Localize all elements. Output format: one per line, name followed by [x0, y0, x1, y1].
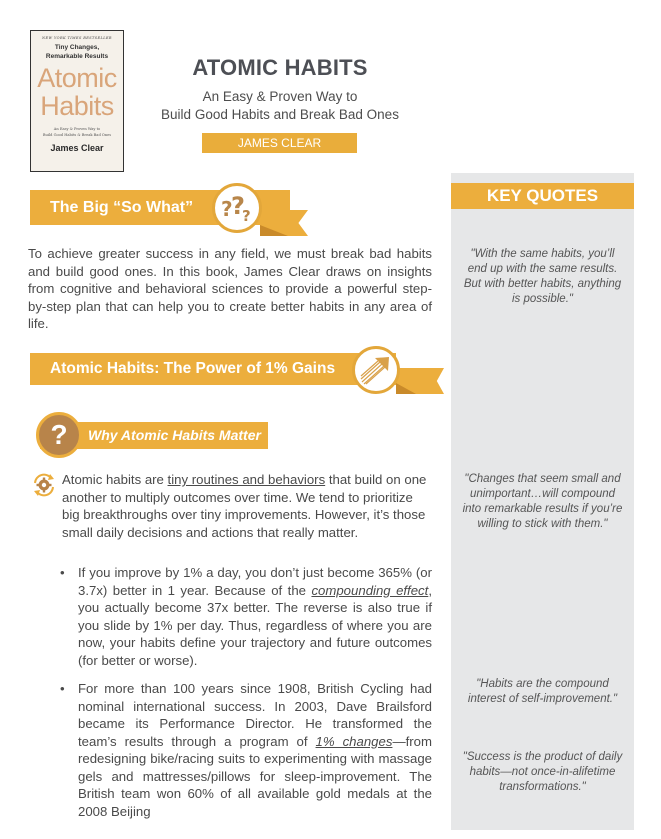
section-title: The Big “So What”: [50, 199, 194, 216]
section-title: Atomic Habits: The Power of 1% Gains: [50, 360, 336, 377]
bullet-dot: •: [60, 681, 65, 696]
cover-tagline-1: Tiny Changes,: [54, 44, 100, 51]
svg-text:?: ?: [231, 192, 245, 220]
page-subtitle: [120, 88, 440, 124]
key-quotes-header: KEY QUOTES: [451, 183, 634, 209]
author-badge: JAMES CLEAR: [202, 133, 357, 153]
key-quote: "With the same habits, you’ll end up with the same results. But with better habits, anything is possible.": [463, 248, 622, 305]
section-banner-power: [30, 353, 396, 385]
svg-text:?: ?: [221, 197, 233, 221]
why-intro: [62, 471, 432, 541]
bullet-text: —from redesigning bike/racing suits to experimenting with massage gels and mattresses/pillows for sleep-improvement. The British team won 60% of all available gold medals at the 2008 Beijing: [78, 733, 432, 819]
key-quote: "Success is the product of daily habits—not once-in-alifetime transformations.": [462, 751, 623, 793]
cover-subtitle-2: Build Good Habits & Break Bad Ones: [42, 133, 112, 137]
intro-text: that build on one another to multiply outcomes over time. We tend to prioritize big breakthroughs over tiny improvements. However, it’s those small daily decisions and actions that really matter.: [62, 472, 427, 540]
key-quote: "Habits are the compound interest of self-improvement.": [467, 678, 618, 705]
cover-banner: NEW YORK TIMES BESTSELLER: [42, 36, 112, 40]
svg-text:?: ?: [242, 207, 251, 225]
upward-arrow-icon: [352, 346, 400, 394]
so-what-body: To achieve greater success in any field, we must break bad habits and build good ones. In this book, James Clear draws on insights from cognitive and behavioral sciences to provide a powerful step-by-step plan that can help you to create better habits in any area of life.: [28, 246, 432, 331]
link-compounding-effect: compounding effect: [311, 582, 429, 598]
cover-author: James Clear: [50, 143, 104, 153]
question-icon: ?: [36, 412, 82, 458]
key-quote: "Changes that seem small and unimportant…will compound into remarkable results if you’re willing to stick with them.": [462, 473, 623, 530]
question-marks-icon: [212, 183, 262, 233]
gear-cycle-icon: [30, 471, 58, 499]
bullet-dot: •: [60, 565, 65, 580]
cover-title-2: Habits: [40, 91, 114, 121]
book-cover: [30, 30, 124, 172]
bullet-item: [60, 680, 432, 820]
bullet-text: If you improve by 1% a day, you don’t just become 365% (or 3.7x) better in 1 year. Because of the: [78, 565, 432, 598]
cover-subtitle-1: An Easy & Proven Way to: [53, 127, 101, 131]
link-1pct-changes: 1% changes: [315, 733, 393, 749]
subtitle-line-1: An Easy & Proven Way to: [202, 89, 358, 104]
section-title: Why Atomic Habits Matter: [88, 427, 261, 443]
bullet-text: , you actually become 37x better. The reverse is also true if you slide by 1% per day. Thus, regardless of where you are now, your habits define your trajectory and future outcomes (for better or worse).: [78, 582, 432, 668]
link-tiny-routines: tiny routines and behaviors: [167, 472, 326, 487]
bullet-item: [60, 564, 432, 669]
subtitle-line-2: Build Good Habits and Break Bad Ones: [161, 107, 399, 122]
bullet-text: For more than 100 years since 1908, British Cycling had nominal international success. In 2003, Dave Brailsford became its Performance Director. He transformed the team’s results through a program of: [78, 681, 432, 749]
intro-text: Atomic habits are: [62, 472, 168, 487]
cover-tagline-2: Remarkable Results: [45, 53, 109, 60]
cover-title-1: Atomic: [37, 63, 117, 93]
page-title: ATOMIC HABITS: [192, 55, 368, 80]
